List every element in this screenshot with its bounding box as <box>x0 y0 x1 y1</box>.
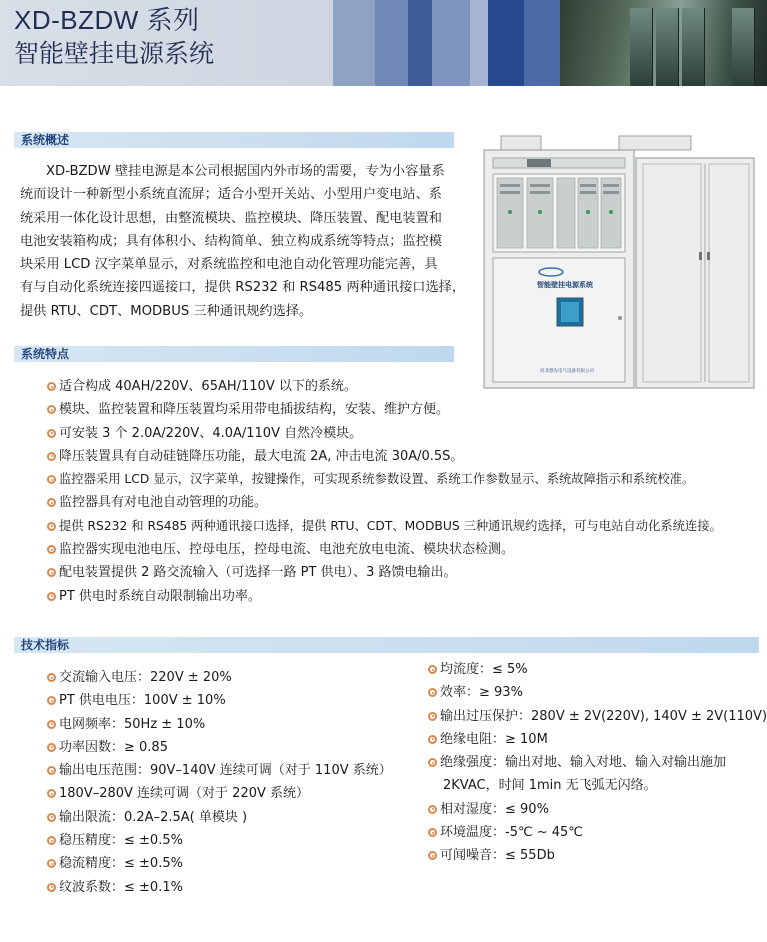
list-item: 稳流精度：≤ ±0.5% <box>47 852 392 875</box>
bullet-icon <box>47 766 56 775</box>
paragraph-line: 统采用一体化设计思想，由整流模块、监控模块、降压装置、配电装置和 <box>20 210 442 226</box>
banner-stripe <box>432 0 470 86</box>
list-item: 适合构成 40AH/220V、65AH/110V 以下的系统。 <box>47 375 722 398</box>
bullet-icon <box>47 743 56 752</box>
bullet-icon <box>47 720 56 729</box>
list-item: 2KVAC，时间 1min 无飞弧无闪络。 <box>443 778 657 794</box>
list-item: 绝缘电阻：≥ 10M <box>428 728 767 751</box>
banner-stripe <box>470 0 488 86</box>
list-item: PT 供电电压：100V ± 10% <box>47 689 392 712</box>
bullet-icon <box>47 522 56 531</box>
bullet-icon <box>428 712 437 721</box>
banner-stripe <box>524 0 560 86</box>
list-item: 输出限流：0.2A–2.5A( 单模块 ) <box>47 806 392 829</box>
list-item: 交流输入电压：220V ± 20% <box>47 666 392 689</box>
list-item: 降压装置具有自动硅链降压功能，最大电流 2A, 冲击电流 30A/0.5S。 <box>47 445 722 468</box>
banner-stripe <box>375 0 408 86</box>
bullet-icon <box>47 673 56 682</box>
bullet-icon <box>47 836 56 845</box>
bullet-icon <box>47 405 56 414</box>
list-item: 可闻噪音：≤ 55Db <box>428 844 767 867</box>
section-heading-features: 系统特点 <box>14 346 454 362</box>
bullet-icon <box>428 805 437 814</box>
paragraph-line: 电池安装箱构成；具有体积小、结构简单、独立构成系统等特点；监控模 <box>20 233 442 249</box>
list-item: 输出电压范围：90V–140V 连续可调（对于 110V 系统） <box>47 759 392 782</box>
list-item: 纹波系数：≤ ±0.1% <box>47 876 392 899</box>
section-heading-specs: 技术指标 <box>14 637 759 653</box>
list-item: 输出过压保护：280V ± 2V(220V), 140V ± 2V(110V) <box>428 705 767 728</box>
cabinet-panel-label: 智能壁挂电源系统 <box>537 281 593 289</box>
list-item: 监控器采用 LCD 显示，汉字菜单，按键操作，可实现系统参数设置、系统工作参数显示、系统故障指示和系统校准。 <box>47 468 722 491</box>
list-item: 监控器具有对电池自动管理的功能。 <box>47 491 722 514</box>
list-item: 效率：≥ 93% <box>428 681 767 704</box>
list-item: 180V–280V 连续可调（对于 220V 系统） <box>47 782 392 805</box>
list-item: 可安装 3 个 2.0A/220V、4.0A/110V 自然冷模块。 <box>47 422 722 445</box>
list-item: 均流度：≤ 5% <box>428 658 767 681</box>
page-title <box>14 4 214 72</box>
list-item: PT 供电时系统自动限制输出功率。 <box>47 585 722 608</box>
list-item: 电网频率：50Hz ± 10% <box>47 713 392 736</box>
product-title: 智能壁挂电源系统 <box>14 39 215 68</box>
banner-photo <box>560 0 767 86</box>
section-heading-overview: 系统概述 <box>14 132 454 148</box>
paragraph-line: 提供 RTU、CDT、MODBUS 三种通讯规约选择。 <box>20 303 313 319</box>
header-banner <box>0 0 767 86</box>
bullet-icon <box>428 665 437 674</box>
bullet-icon <box>47 498 56 507</box>
bullet-icon <box>47 813 56 822</box>
cabinet-company-label: 河北德先电气设备有限公司 <box>540 369 594 374</box>
bullet-icon <box>47 592 56 601</box>
specs-left-list <box>47 666 392 899</box>
list-item: 稳压精度：≤ ±0.5% <box>47 829 392 852</box>
list-item: 绝缘强度：输出对地、输入对地、输入对输出施加 <box>428 751 767 774</box>
list-item: 监控器实现电池电压、控母电压，控母电流、电池充放电电流、模块状态检测。 <box>47 538 722 561</box>
banner-stripe <box>488 0 524 86</box>
bullet-icon <box>47 568 56 577</box>
bullet-icon <box>428 688 437 697</box>
list-item: 功率因数：≥ 0.85 <box>47 736 392 759</box>
overview-paragraph <box>20 160 466 323</box>
bullet-icon <box>47 883 56 892</box>
features-list <box>47 375 722 608</box>
bullet-icon <box>47 429 56 438</box>
bullet-icon <box>47 696 56 705</box>
banner-stripe <box>408 0 432 86</box>
product-cabinet-image <box>481 134 757 390</box>
bullet-icon <box>428 758 437 767</box>
bullet-icon <box>47 475 56 484</box>
paragraph-line: 块采用 LCD 汉字菜单显示，对系统监控和电池自动化管理功能完善，具 <box>20 257 438 273</box>
bullet-icon <box>47 382 56 391</box>
paragraph-line: XD-BZDW 壁挂电源是本公司根据国内外市场的需要，专为小容量系 <box>46 164 445 179</box>
list-item: 提供 RS232 和 RS485 两种通讯接口选择，提供 RTU、CDT、MODBUS 三种通讯规约选择，可与电站自动化系统连接。 <box>47 515 722 538</box>
list-item: 模块、监控装置和降压装置均采用带电插拔结构，安装、维护方便。 <box>47 398 722 421</box>
specs-right-list <box>428 658 767 868</box>
banner-stripe <box>333 0 375 86</box>
bullet-icon <box>428 828 437 837</box>
bullet-icon <box>428 735 437 744</box>
bullet-icon <box>47 789 56 798</box>
paragraph-line: 统而设计一种新型小系统直流屏；适合小型开关站、小型用户变电站、系 <box>20 187 442 203</box>
list-item: 环境温度：-5℃ ~ 45℃ <box>428 821 767 844</box>
series-name: XD-BZDW 系列 <box>14 5 200 35</box>
bullet-icon <box>47 452 56 461</box>
list-item: 相对湿度：≤ 90% <box>428 798 767 821</box>
bullet-icon <box>428 851 437 860</box>
bullet-icon <box>47 859 56 868</box>
list-item: 配电装置提供 2 路交流输入（可选择一路 PT 供电）、3 路馈电输出。 <box>47 561 722 584</box>
bullet-icon <box>47 545 56 554</box>
paragraph-line: 有与自动化系统连接四遥接口，提供 RS232 和 RS485 两种通讯接口选择， <box>20 280 466 296</box>
